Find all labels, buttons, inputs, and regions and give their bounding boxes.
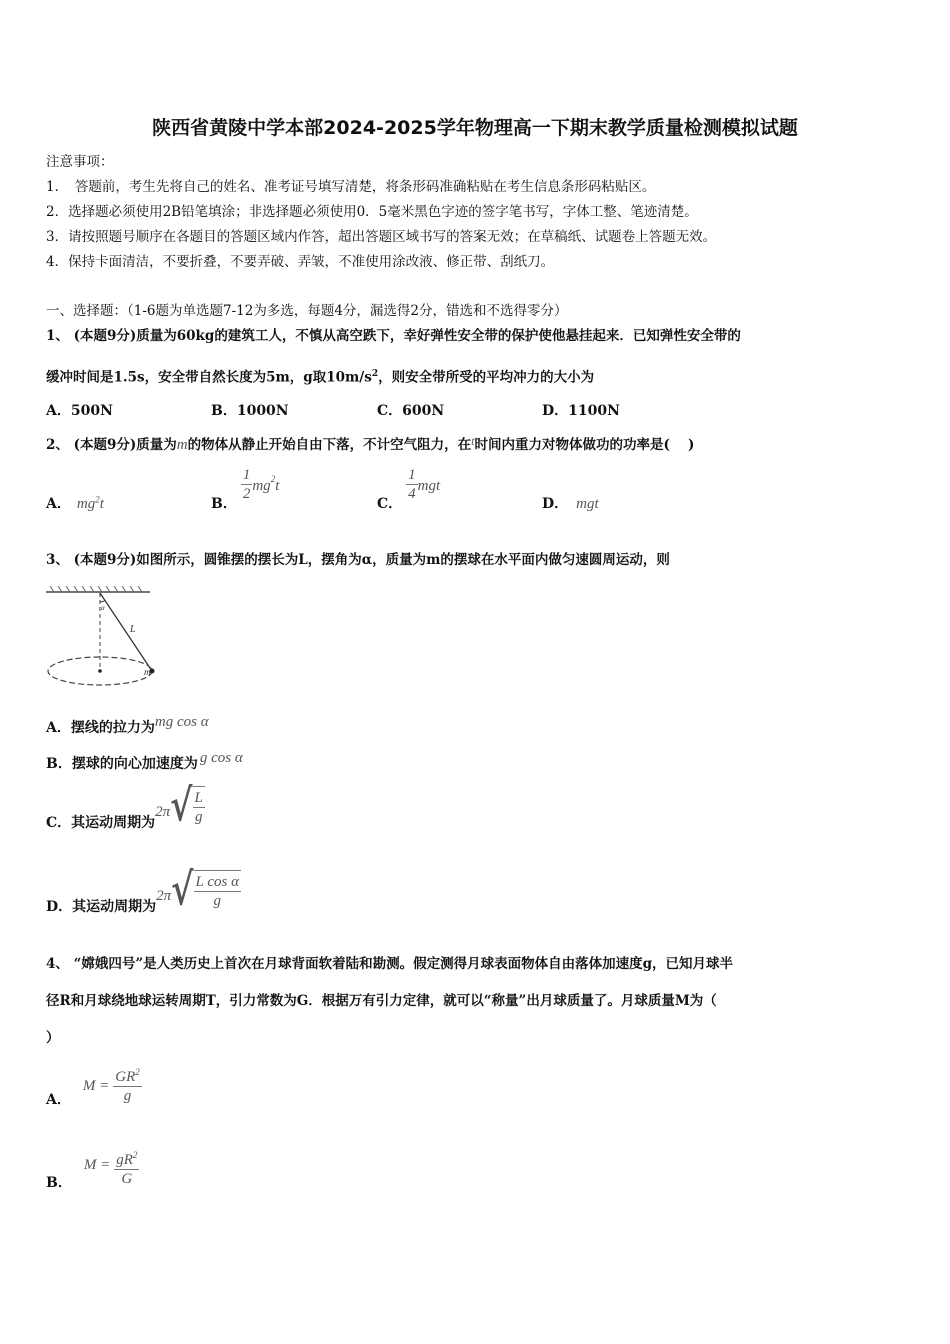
notes-heading: 注意事项： — [46, 154, 114, 170]
q1-option-c[interactable]: C．600N — [377, 403, 445, 419]
q1-option-b[interactable]: B．1000N — [211, 403, 289, 419]
q4-stem-line2: 径R和月球绕地球运转周期T，引力常数为G．根据万有引力定律，就可以“称量”出月球质量了。月球质量M为（ — [46, 993, 717, 1009]
note-item: 1． 答题前，考生先将自己的姓名、准考证号填写清楚，将条形码准确粘贴在考生信息条形码粘贴区。 — [46, 179, 656, 195]
note-item: 4．保持卡面清洁，不要折叠，不要弄破、弄皱，不准使用涂改液、修正带、刮纸刀。 — [46, 254, 555, 270]
conical-pendulum-figure — [44, 585, 156, 691]
q3-option-a[interactable]: A．摆线的拉力为mg cos α — [46, 714, 209, 736]
q4-option-b[interactable]: B．M = $\frac{gR^2}{G}$ — [46, 1146, 139, 1192]
note-item: 3．请按照题号顺序在各题目的答题区域内作答，超出答题区域书写的答案无效；在草稿纸、试题卷上答题无效。 — [46, 229, 717, 245]
q2-option-d[interactable]: D． mgt — [542, 496, 599, 512]
q2-stem: 2、 (本题9分)质量为m的物体从静止开始自由下落，不计空气阻力，在t时间内重力对物体做功的功率是( ) — [46, 434, 695, 453]
figure-label-mass: m — [144, 667, 151, 677]
q4-stem-line1: 4、 “嫦娥四号”是人类历史上首次在月球背面软着陆和勘测。假定测得月球表面物体自由落体加速度g，已知月球半 — [46, 956, 734, 972]
q2-option-b[interactable]: B． $\frac{1}{2}$ $mg^2t$ — [211, 467, 280, 512]
figure-label-length: L — [130, 624, 136, 635]
q3-option-b[interactable]: B．摆球的向心加速度为 g cos α — [46, 750, 243, 772]
q4-option-a[interactable]: A．M = $\frac{GR^2}{g}$ — [46, 1063, 142, 1109]
section-heading: 一、选择题：（1-6题为单选题7-12为多选，每题4分，漏选得2分，错选和不选得零分） — [46, 303, 568, 319]
q1-stem-line2: 缓冲时间是1.5s，安全带自然长度为5m，g取$10m/s^2$，则安全带所受的平均冲力的大小为 — [46, 369, 595, 386]
q3-stem: 3、 (本题9分)如图所示，圆锥摆的摆长为L，摆角为α，质量为m的摆球在水平面内做匀速圆周运动，则 — [46, 552, 670, 568]
q3-option-c[interactable]: C．其运动周期为2π √ $\frac{L}{g}$ — [46, 780, 203, 832]
page-title: 陕西省黄陵中学本部2024-2025学年物理高一下期末教学质量检测模拟试题 — [152, 117, 798, 139]
note-item: 2．选择题必须使用2B铅笔填涂；非选择题必须使用0．5毫米黑色字迹的签字笔书写，字体工整、笔迹清楚。 — [46, 204, 698, 220]
q4-stem-line3: ） — [46, 1030, 60, 1046]
q3-option-d[interactable]: D．其运动周期为2π √ $\frac{\text{L cos α}}{g}$ — [46, 864, 239, 916]
figure-label-alpha: α — [101, 604, 105, 612]
q1-option-a[interactable]: A．500N — [46, 403, 113, 419]
q2-option-a[interactable]: A． $mg^2t$ — [46, 494, 104, 512]
q2-option-c[interactable]: C． $\frac{1}{4}$ mgt — [377, 467, 441, 512]
q1-stem-line1: 1、 (本题9分)质量为60kg的建筑工人，不慎从高空跌下，幸好弹性安全带的保护使他悬挂起来．已知弹性安全带的 — [46, 328, 741, 344]
q1-option-d[interactable]: D．1100N — [542, 403, 620, 419]
